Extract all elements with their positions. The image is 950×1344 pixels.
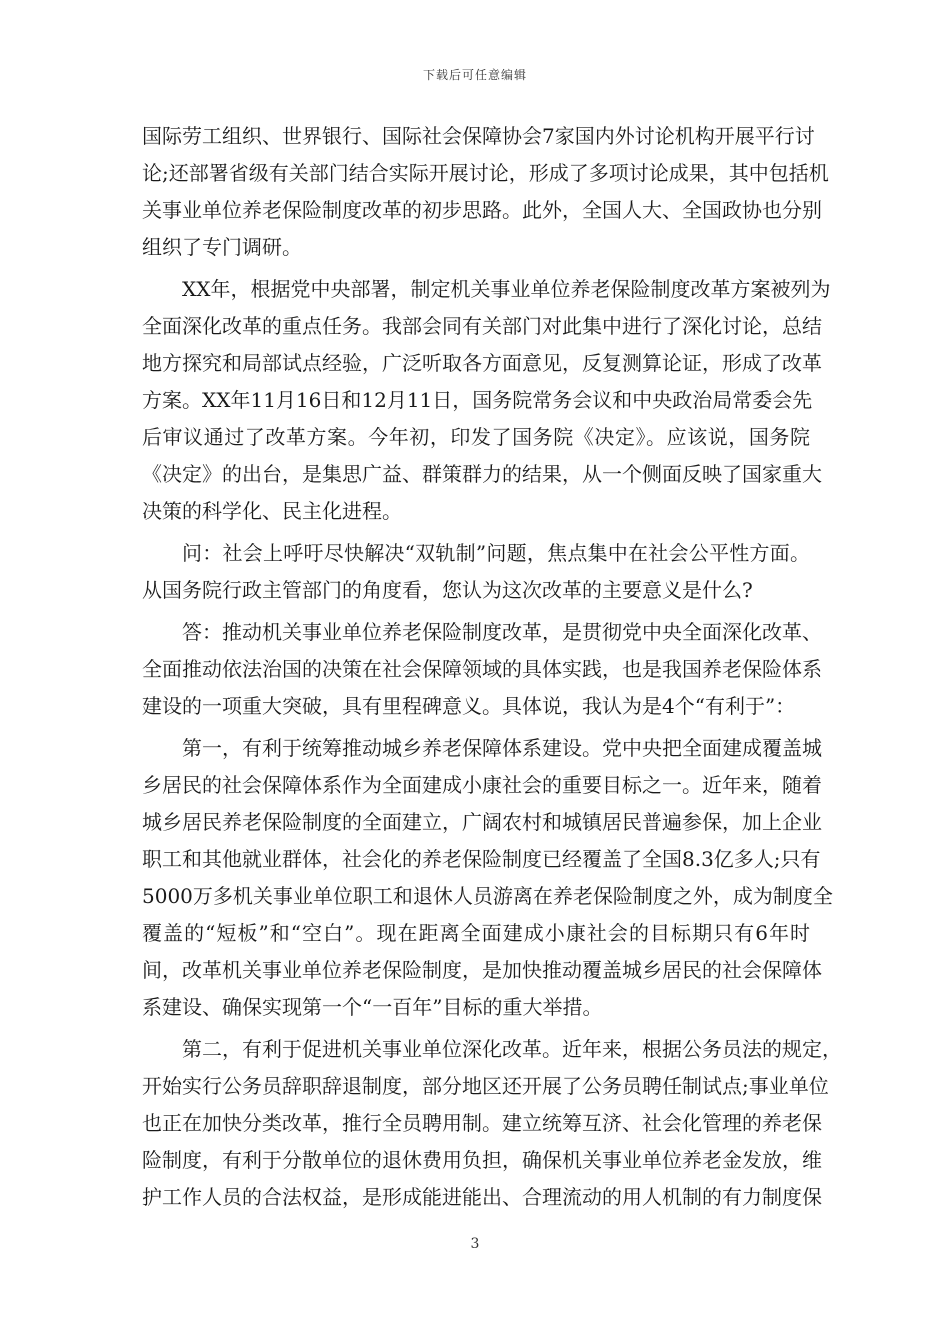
page-number: 3 bbox=[470, 1236, 480, 1252]
text-line: 第一，有利于统筹推动城乡养老保障体系建设。党中央把全面建成覆盖城 bbox=[182, 736, 822, 760]
text-line: 5000万多机关事业单位职工和退休人员游离在养老保险制度之外，成为制度全 bbox=[142, 884, 833, 908]
text-line: 《决定》的出台，是集思广益、群策群力的结果，从一个侧面反映了国家重大 bbox=[142, 462, 822, 486]
text-line: 后审议通过了改革方案。今年初，印发了国务院《决定》。应该说，国务院 bbox=[142, 425, 810, 449]
text-line: 地方探究和局部试点经验，广泛听取各方面意见，反复测算论证，形成了改革 bbox=[142, 351, 822, 375]
text-line: 全面深化改革的重点任务。我部会同有关部门对此集中进行了深化讨论，总结 bbox=[142, 314, 822, 338]
text-line: 组织了专门调研。 bbox=[142, 235, 302, 259]
page-header: 下载后可任意编辑 bbox=[422, 68, 527, 82]
text-line: 方案。XX年11月16日和12月11日，国务院常务会议和中央政治局常委会先 bbox=[142, 388, 813, 412]
text-line: 论;还部署省级有关部门结合实际开展讨论，形成了多项讨论成果，其中包括机 bbox=[142, 161, 829, 185]
text-line: 险制度，有利于分散单位的退休费用负担，确保机关事业单位养老金发放，维 bbox=[142, 1148, 822, 1172]
text-line: 系建设、确保实现第一个“一百年”目标的重大举措。 bbox=[142, 995, 603, 1019]
text-line: 答：推动机关事业单位养老保险制度改革，是贯彻党中央全面深化改革、 bbox=[182, 620, 822, 644]
text-line: 国际劳工组织、世界银行、国际社会保障协会7家国内外讨论机构开展平行讨 bbox=[142, 124, 815, 148]
text-line: 关事业单位养老保险制度改革的初步思路。此外，全国人大、全国政协也分别 bbox=[142, 198, 822, 222]
document-body bbox=[142, 118, 842, 1216]
text-line: 城乡居民养老保险制度的全面建立，广阔农村和城镇居民普遍参保，加上企业 bbox=[142, 810, 822, 834]
text-line: 问：社会上呼吁尽快解决“双轨制”问题，焦点集中在社会公平性方面。 bbox=[182, 541, 810, 565]
text-line: 间，改革机关事业单位养老保险制度，是加快推动覆盖城乡居民的社会保障体 bbox=[142, 958, 822, 982]
text-line: 第二，有利于促进机关事业单位深化改革。近年来，根据公务员法的规定， bbox=[182, 1037, 842, 1061]
text-line: 也正在加快分类改革，推行全员聘用制。建立统筹互济、社会化管理的养老保 bbox=[142, 1111, 822, 1135]
text-line: XX年，根据党中央部署，制定机关事业单位养老保险制度改革方案被列为 bbox=[182, 277, 831, 301]
text-line: 覆盖的“短板”和“空白”。现在距离全面建成小康社会的目标期只有6年时 bbox=[142, 921, 810, 945]
text-line: 开始实行公务员辞职辞退制度，部分地区还开展了公务员聘任制试点;事业单位 bbox=[142, 1074, 829, 1098]
text-line: 职工和其他就业群体，社会化的养老保险制度已经覆盖了全国8.3亿多人;只有 bbox=[142, 847, 821, 871]
text-line: 建设的一项重大突破，具有里程碑意义。具体说，我认为是4个“有利于”： bbox=[142, 694, 796, 718]
text-line: 乡居民的社会保障体系作为全面建成小康社会的重要目标之一。近年来，随着 bbox=[142, 773, 822, 797]
text-line: 全面推动依法治国的决策在社会保障领域的具体实践，也是我国养老保险体系 bbox=[142, 657, 822, 681]
text-line: 护工作人员的合法权益，是形成能进能出、合理流动的用人机制的有力制度保 bbox=[142, 1185, 822, 1209]
text-line: 从国务院行政主管部门的角度看，您认为这次改革的主要意义是什么? bbox=[142, 578, 753, 602]
text-line: 决策的科学化、民主化进程。 bbox=[142, 499, 402, 523]
